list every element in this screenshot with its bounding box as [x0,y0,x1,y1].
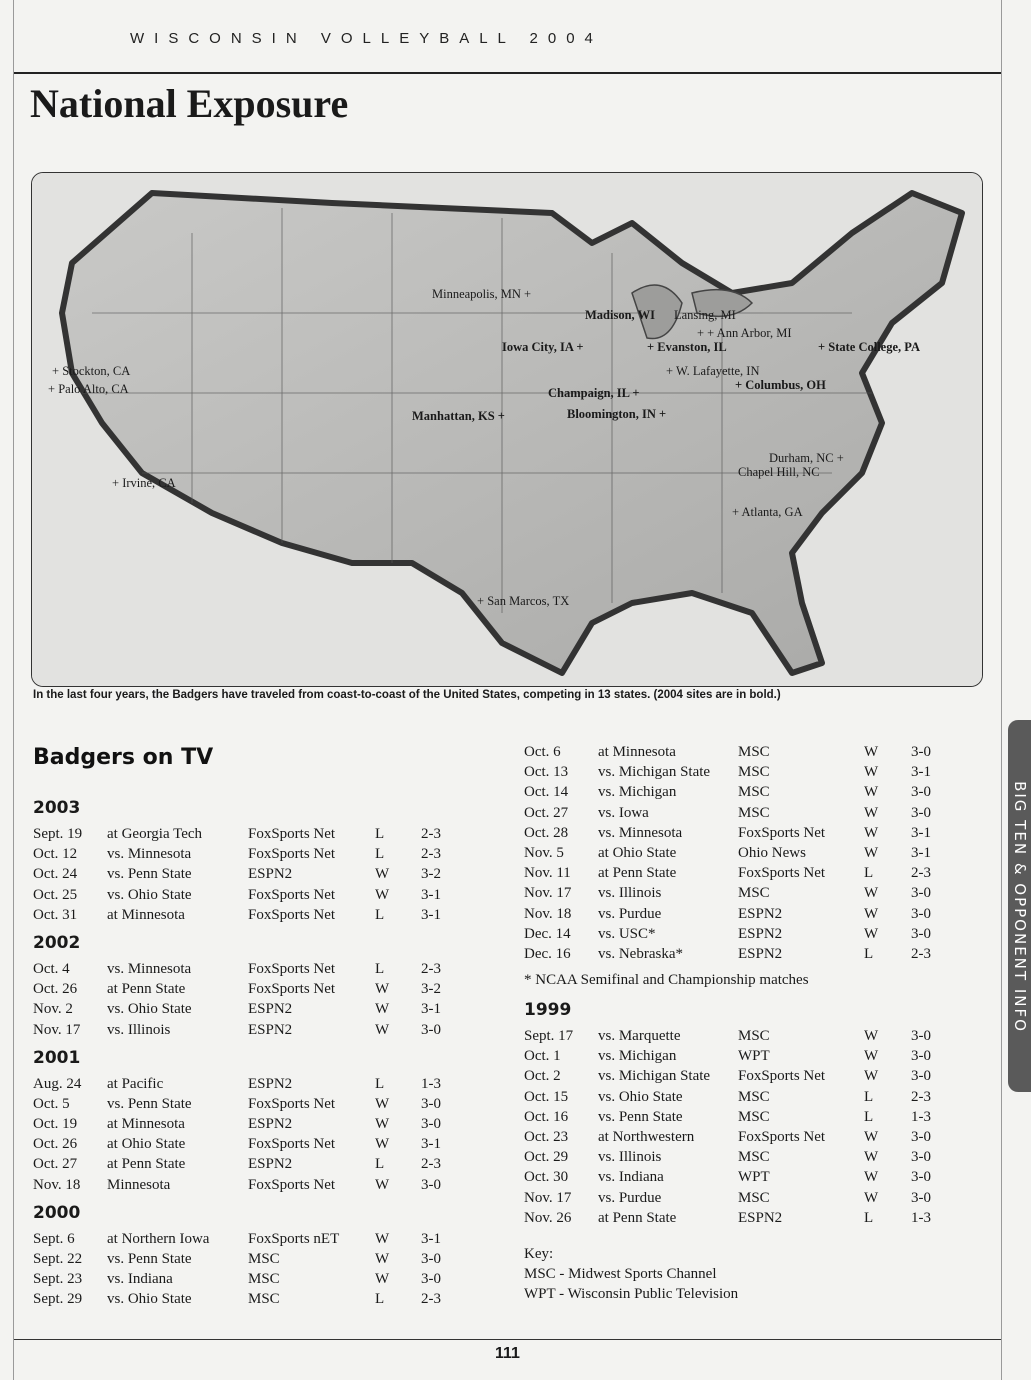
game-network: ESPN2 [738,905,783,922]
game-result: W [864,885,879,902]
game-opponent: vs. Illinois [598,885,662,902]
game-result: W [864,1129,879,1145]
game-network: MSC [248,1271,280,1288]
game-opponent: vs. Penn State [598,1108,683,1125]
game-score: 3-0 [911,1048,931,1065]
game-network: ESPN2 [248,866,293,883]
city-champaign: Champaign, IL + [548,386,640,400]
city-minneapolis: Minneapolis, MN + [432,287,532,301]
game-network: MSC [248,1251,280,1267]
game-score: 3-0 [911,885,931,902]
game-result: L [864,865,874,882]
game-result: L [375,960,385,977]
game-result: W [864,744,879,760]
page-title: National Exposure [30,81,349,126]
game-result: W [864,1048,879,1065]
game-network: FoxSports Net [738,1068,826,1085]
game-date: Oct. 14 [524,784,569,801]
game-opponent: vs. Ohio State [107,1291,192,1308]
game-opponent: at Penn State [598,1209,677,1226]
game-opponent: at Northwestern [598,1129,695,1145]
network-key [524,1244,944,1304]
game-result: W [864,764,879,781]
game-result: W [375,1230,390,1247]
game-network: MSC [738,885,770,902]
game-date: Oct. 12 [33,846,78,863]
game-row [33,1177,483,1197]
game-result: W [864,804,879,821]
game-row [33,1251,483,1271]
game-result: L [375,1075,385,1092]
game-network: ESPN2 [738,945,783,962]
game-opponent: at Minnesota [107,906,185,923]
city-madison: Madison, WI [585,308,655,322]
game-date: Oct. 28 [524,824,569,841]
game-result: L [864,1108,874,1125]
game-network: MSC [738,1088,770,1105]
game-score: 3-0 [911,784,931,801]
game-row [524,1028,944,1048]
game-result: L [864,1209,874,1226]
game-score: 3-0 [911,804,931,821]
city-palo-alto: + Palo Alto, CA [48,382,129,396]
game-date: Nov. 2 [33,1001,73,1018]
header-rule [14,72,1001,74]
game-opponent: at Pacific [107,1075,164,1092]
game-result: W [864,905,879,922]
game-row [33,1136,483,1156]
game-row [524,885,944,905]
game-network: ESPN2 [248,1116,293,1133]
game-result: L [375,826,385,842]
game-date: Dec. 14 [524,925,571,942]
game-row [524,744,944,764]
game-result: W [375,1021,390,1038]
game-date: Oct. 6 [524,744,561,760]
game-network: MSC [738,744,770,760]
game-result: L [864,945,874,962]
game-result: W [864,1169,879,1186]
game-network: FoxSports Net [248,886,336,903]
game-row [33,1096,483,1116]
game-opponent: at Ohio State [598,844,677,861]
game-score: 3-0 [911,1028,931,1045]
game-opponent: at Penn State [107,1156,186,1173]
game-row [33,1271,483,1291]
game-score: 3-1 [421,1001,441,1018]
game-score: 3-0 [911,1169,931,1186]
game-result: W [864,844,879,861]
game-opponent: at Penn State [598,865,677,882]
game-date: Oct. 13 [524,764,569,781]
game-result: W [375,1251,390,1267]
game-date: Sept. 22 [33,1251,83,1267]
game-row [33,1076,483,1096]
game-opponent: vs. Indiana [598,1169,664,1186]
game-opponent: vs. Penn State [107,866,192,883]
game-result: W [375,866,390,883]
us-map [31,172,983,687]
city-chapel-hill: Chapel Hill, NC [738,465,820,479]
game-row [33,1022,483,1042]
game-network: MSC [738,1189,770,1206]
game-network: FoxSports Net [738,865,826,882]
game-network: FoxSports Net [738,824,826,841]
game-result: W [864,925,879,942]
game-date: Oct. 16 [524,1108,569,1125]
game-date: Oct. 19 [33,1116,78,1133]
game-score: 3-2 [421,981,441,998]
game-opponent: vs. Michigan [598,1048,677,1065]
game-score: 3-0 [421,1176,441,1193]
game-score: 3-0 [911,744,931,760]
game-date: Nov. 17 [33,1021,81,1038]
game-row [33,826,483,846]
page-edge-left [13,0,14,1380]
game-row [524,946,944,966]
game-row [524,1190,944,1210]
game-score: 2-3 [421,960,441,977]
city-state-college: + State College, PA [818,340,921,354]
game-row [33,846,483,866]
season-year: 2002 [33,932,81,953]
city-manhattan: Manhattan, KS + [412,409,505,423]
game-row [33,1291,483,1311]
game-date: Oct. 30 [524,1169,569,1186]
city-iowa-city: Iowa City, IA + [502,340,584,354]
game-network: FoxSports Net [248,960,336,977]
game-result: W [864,1068,879,1085]
game-network: FoxSports Net [248,846,336,863]
game-opponent: vs. Michigan State [598,1068,711,1085]
game-result: W [375,981,390,998]
game-opponent: vs. Minnesota [107,846,192,863]
game-result: L [375,906,385,923]
game-opponent: vs. Iowa [598,804,649,821]
game-row [33,961,483,981]
game-date: Sept. 23 [33,1271,83,1288]
game-date: Nov. 18 [524,905,572,922]
game-opponent: at Minnesota [598,744,676,760]
game-date: Nov. 17 [524,885,572,902]
game-date: Oct. 27 [33,1156,78,1173]
game-date: Oct. 29 [524,1149,569,1166]
game-score: 3-1 [421,886,441,903]
game-score: 2-3 [911,945,931,962]
season-year: 2001 [33,1047,81,1068]
game-result: L [375,1156,385,1173]
game-date: Aug. 24 [33,1075,82,1092]
game-date: Oct. 27 [524,804,569,821]
city-lansing: Lansing, MI [674,308,736,322]
game-row [524,1149,944,1169]
game-row [524,1089,944,1109]
game-row [524,1068,944,1088]
city-ann-arbor: + + Ann Arbor, MI [697,326,792,340]
game-result: W [864,1149,879,1166]
game-opponent: vs. Ohio State [107,886,192,903]
us-map-graphic [32,173,982,686]
game-date: Oct. 23 [524,1129,569,1145]
page-edge-right [1001,0,1002,1380]
city-stockton: + Stockton, CA [52,364,131,378]
game-row [524,1129,944,1149]
game-opponent: vs. Minnesota [598,824,683,841]
game-score: 3-1 [911,764,931,781]
game-result: W [375,1095,390,1112]
game-score: 3-0 [911,905,931,922]
tv-schedule-left [33,792,483,1312]
game-network: MSC [738,1108,770,1125]
game-row [524,845,944,865]
running-header: WISCONSIN VOLLEYBALL 2004 [130,30,603,47]
game-date: Oct. 2 [524,1068,561,1085]
game-network: FoxSports nET [248,1230,340,1247]
game-score: 2-3 [421,826,441,842]
game-network: MSC [738,1149,770,1166]
game-row [524,1048,944,1068]
game-score: 1-3 [911,1108,931,1125]
game-network: Ohio News [738,844,806,861]
game-opponent: vs. Penn State [107,1095,192,1112]
game-network: FoxSports Net [248,826,336,842]
city-atlanta: + Atlanta, GA [732,505,803,519]
footnote: * NCAA Semifinal and Championship matches [524,972,809,989]
season-year: 1999 [524,1000,572,1021]
game-score: 3-0 [911,1068,931,1085]
game-row [524,865,944,885]
city-w-lafayette: + W. Lafayette, IN [666,364,760,378]
game-row [33,1231,483,1251]
game-row [524,926,944,946]
game-opponent: vs. Illinois [107,1021,171,1038]
game-row [524,784,944,804]
game-row [33,887,483,907]
footer-rule [14,1339,1001,1340]
game-opponent: vs. Michigan State [598,764,711,781]
game-row [524,825,944,845]
game-opponent: at Northern Iowa [107,1230,210,1247]
game-row [33,1001,483,1021]
game-score: 2-3 [421,1291,441,1308]
game-result: W [375,886,390,903]
city-bloomington: Bloomington, IN + [567,407,667,421]
game-opponent: vs. USC* [598,925,656,942]
game-opponent: vs. Nebraska* [598,945,683,962]
game-date: Sept. 29 [33,1291,83,1308]
game-network: WPT [738,1169,770,1186]
game-score: 3-0 [421,1271,441,1288]
game-date: Oct. 26 [33,1136,78,1153]
game-network: FoxSports Net [248,1095,336,1112]
season-year: 2000 [33,1202,81,1223]
game-date: Nov. 17 [524,1189,572,1206]
game-network: ESPN2 [248,1156,293,1173]
game-network: ESPN2 [248,1021,293,1038]
game-opponent: at Ohio State [107,1136,186,1153]
game-opponent: vs. Illinois [598,1149,662,1166]
game-row [33,1156,483,1176]
city-columbus: + Columbus, OH [735,378,826,392]
city-san-marcos: + San Marcos, TX [477,594,570,608]
game-result: W [864,1028,879,1045]
game-network: WPT [738,1048,770,1065]
game-date: Oct. 24 [33,866,78,883]
game-result: W [864,784,879,801]
game-result: L [864,1088,874,1105]
game-result: W [375,1271,390,1288]
game-result: W [375,1176,390,1193]
game-network: FoxSports Net [248,906,336,923]
game-score: 3-1 [911,824,931,841]
section-title: Badgers on TV [33,745,214,770]
city-irvine: + Irvine, CA [112,476,176,490]
game-date: Oct. 25 [33,886,78,903]
game-network: FoxSports Net [248,981,336,998]
game-date: Nov. 11 [524,865,571,882]
game-date: Nov. 26 [524,1209,572,1226]
game-score: 2-3 [911,1088,931,1105]
side-tab-label: BIG TEN & OPPONENT INFO [1011,781,1029,1033]
game-score: 3-0 [911,925,931,942]
game-row [33,866,483,886]
page-number: 111 [495,1345,520,1362]
game-date: Nov. 18 [33,1176,81,1193]
game-score: 3-0 [421,1251,441,1267]
key-item: MSC - Midwest Sports Channel [524,1265,717,1282]
map-caption: In the last four years, the Badgers have traveled from coast-to-coast of the United States, competing in 13 states. (2004 sites are in bold.) [33,689,781,701]
game-date: Oct. 15 [524,1088,569,1105]
game-score: 3-0 [421,1116,441,1133]
game-score: 3-1 [911,844,931,861]
game-network: MSC [738,804,770,821]
game-score: 1-3 [421,1075,441,1092]
game-date: Oct. 5 [33,1095,70,1112]
game-result: W [375,1136,390,1153]
game-row [33,981,483,1001]
season-year: 2003 [33,798,81,818]
game-result: W [864,824,879,841]
game-score: 3-1 [421,1136,441,1153]
game-network: ESPN2 [738,925,783,942]
game-result: L [375,846,385,863]
game-date: Oct. 4 [33,960,70,977]
game-opponent: vs. Purdue [598,1189,662,1206]
game-network: MSC [248,1291,280,1308]
game-row [524,1169,944,1189]
game-network: FoxSports Net [738,1129,826,1145]
game-score: 3-0 [421,1021,441,1038]
game-row [524,1210,944,1230]
game-opponent: vs. Penn State [107,1251,192,1267]
game-network: ESPN2 [248,1001,293,1018]
game-network: ESPN2 [738,1209,783,1226]
game-opponent: Minnesota [107,1176,171,1193]
game-score: 3-0 [421,1095,441,1112]
game-row [524,764,944,784]
game-network: MSC [738,784,770,801]
game-score: 2-3 [421,846,441,863]
game-network: ESPN2 [248,1075,293,1092]
game-network: FoxSports Net [248,1136,336,1153]
game-score: 2-3 [911,865,931,882]
game-opponent: vs. Minnesota [107,960,192,977]
game-result: W [864,1189,879,1206]
game-date: Oct. 31 [33,906,78,923]
game-row [524,906,944,926]
game-date: Sept. 19 [33,826,83,842]
game-network: MSC [738,764,770,781]
game-row [33,907,483,927]
game-result: L [375,1291,385,1308]
game-score: 3-1 [421,906,441,923]
game-date: Oct. 26 [33,981,78,998]
game-opponent: vs. Indiana [107,1271,173,1288]
game-score: 2-3 [421,1156,441,1173]
game-opponent: at Minnesota [107,1116,185,1133]
game-score: 3-2 [421,866,441,883]
key-title: Key: [524,1245,554,1262]
game-row [524,1109,944,1129]
city-evanston: + Evanston, IL [647,340,727,354]
game-date: Sept. 6 [33,1230,75,1247]
city-durham: Durham, NC + [769,451,844,465]
game-row [33,1116,483,1136]
game-opponent: vs. Marquette [598,1028,681,1045]
game-opponent: vs. Ohio State [107,1001,192,1018]
game-date: Sept. 17 [524,1028,574,1045]
game-opponent: at Georgia Tech [107,826,203,842]
game-date: Oct. 1 [524,1048,561,1065]
game-score: 3-0 [911,1149,931,1166]
game-opponent: vs. Purdue [598,905,662,922]
game-score: 3-0 [911,1189,931,1206]
game-network: FoxSports Net [248,1176,336,1193]
tv-schedule-right [524,744,944,1304]
game-result: W [375,1001,390,1018]
game-opponent: vs. Michigan [598,784,677,801]
game-score: 1-3 [911,1209,931,1226]
game-score: 3-0 [911,1129,931,1145]
game-score: 3-1 [421,1230,441,1247]
game-date: Dec. 16 [524,945,571,962]
game-row [524,805,944,825]
game-opponent: vs. Ohio State [598,1088,683,1105]
game-opponent: at Penn State [107,981,186,998]
game-date: Nov. 5 [524,844,564,861]
game-network: MSC [738,1028,770,1045]
key-item: WPT - Wisconsin Public Television [524,1285,739,1302]
game-result: W [375,1116,390,1133]
